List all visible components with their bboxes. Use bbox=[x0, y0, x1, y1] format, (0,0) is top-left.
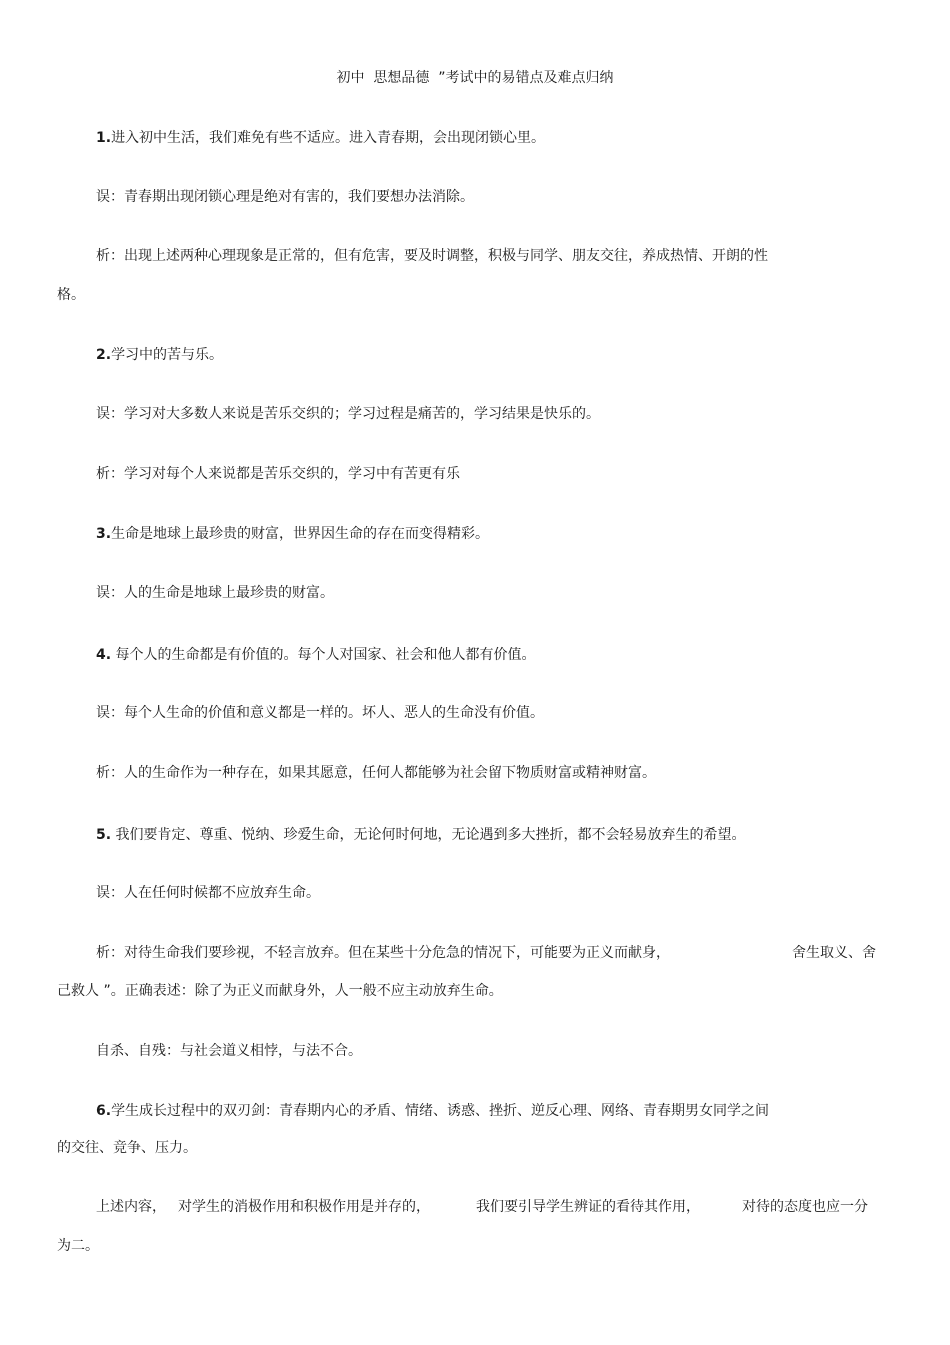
point-1-analysis: 析：出现上述两种心理现象是正常的，但有危害，要及时调整，积极与同学、朋友交往，养成热情、开朗的性 bbox=[96, 248, 768, 264]
summary-cont: 为二。 bbox=[57, 1238, 99, 1254]
point-5-analysis-quote: 舍生取义、舍 bbox=[792, 945, 876, 961]
point-1 bbox=[96, 128, 545, 148]
point-text: 进入初中生活，我们难免有些不适应。进入青春期，会出现闭锁心里。 bbox=[111, 130, 546, 146]
point-1-analysis-cont: 格。 bbox=[57, 287, 85, 303]
point-6-cont: 的交往、竞争、压力。 bbox=[57, 1140, 197, 1156]
point-5-analysis-cont: 己救人 ”。正确表述：除了为正义而献身外，人一般不应主动放弃生命。 bbox=[57, 983, 503, 999]
summary-part-4: 对待的态度也应一分 bbox=[742, 1199, 868, 1215]
point-number: 6. bbox=[96, 1103, 112, 1119]
point-text: 学习中的苦与乐。 bbox=[111, 347, 224, 363]
point-4-analysis: 析：人的生命作为一种存在，如果其愿意，任何人都能够为社会留下物质财富或精神财富。 bbox=[96, 765, 656, 781]
point-number: 5. bbox=[96, 827, 112, 843]
point-4 bbox=[96, 645, 536, 665]
point-4-misconception: 误：每个人生命的价值和意义都是一样的。坏人、恶人的生命没有价值。 bbox=[96, 705, 544, 721]
point-3-misconception: 误：人的生命是地球上最珍贵的财富。 bbox=[96, 585, 334, 601]
point-number: 2. bbox=[96, 347, 112, 363]
summary-part-3: 我们要引导学生辨证的看待其作用， bbox=[476, 1199, 700, 1215]
point-number: 1. bbox=[96, 130, 112, 146]
summary-part-1: 上述内容， bbox=[96, 1199, 166, 1215]
point-3 bbox=[96, 524, 489, 544]
point-5-note: 自杀、自残：与社会道义相悖，与法不合。 bbox=[96, 1043, 362, 1059]
point-2 bbox=[96, 345, 223, 365]
point-text: 每个人的生命都是有价值的。每个人对国家、社会和他人都有价值。 bbox=[111, 647, 536, 663]
point-1-misconception: 误：青春期出现闭锁心理是绝对有害的，我们要想办法消除。 bbox=[96, 189, 474, 205]
point-5-misconception: 误：人在任何时候都不应放弃生命。 bbox=[96, 885, 320, 901]
point-2-misconception: 误：学习对大多数人来说是苦乐交织的；学习过程是痛苦的，学习结果是快乐的。 bbox=[96, 406, 600, 422]
document-title: 初中 思想品德 ”考试中的易错点及难点归纳 bbox=[336, 70, 614, 86]
point-text: 我们要肯定、尊重、悦纳、珍爱生命，无论何时何地，无论遇到多大挫折，都不会轻易放弃生的希望。 bbox=[111, 827, 746, 843]
point-number: 4. bbox=[96, 647, 112, 663]
point-5 bbox=[96, 825, 746, 845]
point-text: 学生成长过程中的双刃剑：青春期内心的矛盾、情绪、诱惑、挫折、逆反心理、网络、青春期男女同学之间 bbox=[111, 1103, 770, 1119]
point-number: 3. bbox=[96, 526, 112, 542]
summary-part-2: 对学生的消极作用和积极作用是并存的， bbox=[178, 1199, 430, 1215]
point-2-analysis: 析：学习对每个人来说都是苦乐交织的，学习中有苦更有乐 bbox=[96, 466, 460, 482]
point-5-analysis: 析：对待生命我们要珍视，不轻言放弃。但在某些十分危急的情况下，可能要为正义而献身， bbox=[96, 945, 670, 961]
point-text: 生命是地球上最珍贵的财富，世界因生命的存在而变得精彩。 bbox=[111, 526, 490, 542]
point-6 bbox=[96, 1101, 769, 1121]
